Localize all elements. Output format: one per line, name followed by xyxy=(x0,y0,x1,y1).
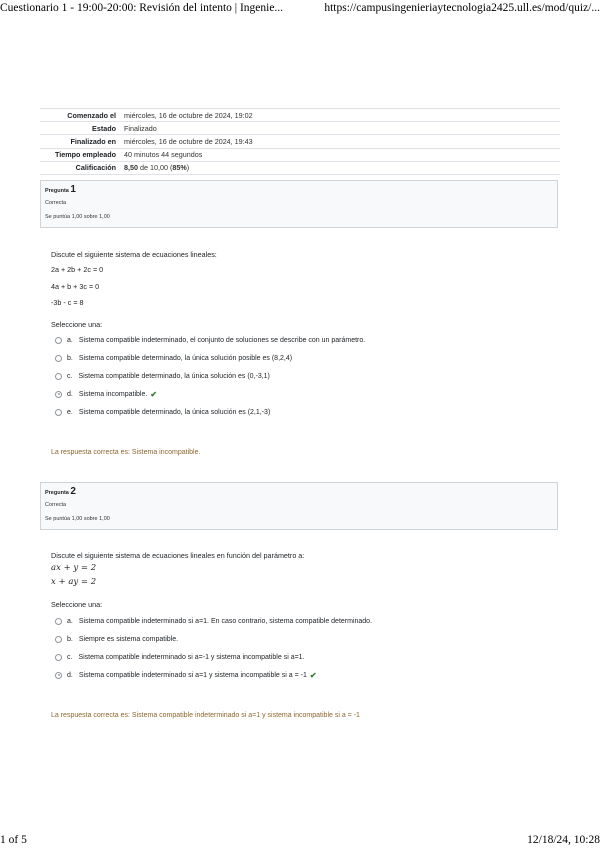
answer-text: Sistema compatible indeterminado si a=1. En caso contrario, sistema compatible determinado. xyxy=(78,617,373,625)
grade-close: ) xyxy=(186,163,190,173)
answer-text: Sistema compatible determinado, la única solución es (2,1,-3) xyxy=(78,408,271,416)
radio-button[interactable] xyxy=(55,618,62,625)
summary-grade-value xyxy=(120,161,560,174)
summary-label: Calificación xyxy=(40,161,120,174)
answer-text: Sistema incompatible. xyxy=(78,390,148,398)
question-text xyxy=(51,250,217,259)
summary-row xyxy=(40,135,560,148)
question-statement: Discute el siguiente sistema de ecuaciones lineales: xyxy=(51,250,217,259)
answer-prompt: Seleccione una: xyxy=(51,320,103,329)
answer-option[interactable] xyxy=(55,669,317,681)
answer-option[interactable] xyxy=(55,370,270,382)
correct-answer-feedback: La respuesta correcta es: Sistema compatible indeterminado si a=1 y sistema incompatible si a = -1 xyxy=(51,712,360,719)
answer-letter: e. xyxy=(67,408,73,416)
question-number-value: 1 xyxy=(70,184,76,195)
answer-letter: d. xyxy=(67,390,73,398)
summary-row xyxy=(40,109,560,122)
question-info-box xyxy=(40,180,558,228)
radio-button-selected[interactable] xyxy=(55,391,62,398)
correct-answer-feedback: La respuesta correcta es: Sistema incompatible. xyxy=(51,449,201,456)
answer-letter: b. xyxy=(67,635,73,643)
answer-letter: a. xyxy=(67,617,73,625)
question-state: Correcta xyxy=(45,200,67,206)
answer-option[interactable] xyxy=(55,633,178,645)
question-number-label: Pregunta xyxy=(45,188,69,194)
check-icon: ✔ xyxy=(150,389,158,399)
equation: 4a + b + 3c = 0 xyxy=(51,282,100,291)
page-counter: 1 of 5 xyxy=(0,834,27,846)
answer-text: Siempre es sistema compatible. xyxy=(78,635,179,643)
question-grade: Se puntúa 1,00 sobre 1,00 xyxy=(45,214,110,220)
summary-value: 40 minutos 44 segundos xyxy=(120,148,560,161)
summary-row xyxy=(40,161,560,174)
answer-option[interactable] xyxy=(55,334,365,346)
summary-value: miércoles, 16 de octubre de 2024, 19:43 xyxy=(120,135,560,148)
radio-button[interactable] xyxy=(55,654,62,661)
radio-button[interactable] xyxy=(55,355,62,362)
print-date: 12/18/24, 10:28 xyxy=(527,834,600,846)
answer-text: Sistema compatible indeterminado si a=-1 y sistema incompatible si a=1. xyxy=(78,653,305,661)
print-footer xyxy=(0,834,600,848)
answer-text: Sistema compatible determinado, la única solución posible es (8,2,4) xyxy=(78,354,293,362)
grade-percent: 85% xyxy=(172,163,187,173)
summary-label: Finalizado en xyxy=(40,135,120,148)
equation: 2a + 2b + 2c = 0 xyxy=(51,265,104,274)
summary-label: Comenzado el xyxy=(40,109,120,122)
answer-text: Sistema compatible determinado, la única solución es (0,-3,1) xyxy=(78,372,270,380)
answer-letter: c. xyxy=(67,372,73,380)
answer-letter: b. xyxy=(67,354,73,362)
radio-button-selected[interactable] xyxy=(55,672,62,679)
summary-row xyxy=(40,148,560,161)
question-number-value: 2 xyxy=(70,486,76,497)
answer-text: Sistema compatible indeterminado, el conjunto de soluciones se describe con un parámetro. xyxy=(78,336,366,344)
radio-button[interactable] xyxy=(55,636,62,643)
answer-prompt: Seleccione una: xyxy=(51,600,103,609)
answer-letter: c. xyxy=(67,653,73,661)
summary-label: Estado xyxy=(40,122,120,135)
radio-button[interactable] xyxy=(55,337,62,344)
question-state: Correcta xyxy=(45,502,67,508)
grade-out-of: de 10,00 ( xyxy=(138,163,173,173)
answer-option[interactable] xyxy=(55,406,270,418)
question-number-label: Pregunta xyxy=(45,490,69,496)
grade-score: 8,50 xyxy=(124,163,138,173)
attempt-summary-table xyxy=(40,108,560,175)
equation: -3b - c = 8 xyxy=(51,298,84,307)
question-text xyxy=(51,551,304,560)
answer-option[interactable] xyxy=(55,651,305,663)
question-number xyxy=(45,185,553,196)
math-equation: ax + y = 2 xyxy=(51,563,97,573)
radio-button[interactable] xyxy=(55,409,62,416)
summary-row xyxy=(40,122,560,135)
summary-value: miércoles, 16 de octubre de 2024, 19:02 xyxy=(120,109,560,122)
answer-option[interactable] xyxy=(55,615,372,627)
question-grade: Se puntúa 1,00 sobre 1,00 xyxy=(45,516,110,522)
summary-value: Finalizado xyxy=(120,122,560,135)
summary-label: Tiempo empleado xyxy=(40,148,120,161)
question-number xyxy=(45,487,553,498)
question-statement: Discute el siguiente sistema de ecuaciones lineales en función del parámetro a: xyxy=(51,551,305,560)
answer-text: Sistema compatible indeterminado si a=1 y sistema incompatible si a = -1 xyxy=(78,671,307,679)
answer-option[interactable] xyxy=(55,388,157,400)
print-title: Cuestionario 1 - 19:00-20:00: Revisión del intento | Ingenie... xyxy=(0,2,284,14)
answer-letter: d. xyxy=(67,671,73,679)
radio-button[interactable] xyxy=(55,373,62,380)
check-icon: ✔ xyxy=(309,670,317,680)
answer-letter: a. xyxy=(67,336,73,344)
print-url: https://campusingenieriaytecnologia2425.ull.es/mod/quiz/... xyxy=(324,2,600,14)
answer-option[interactable] xyxy=(55,352,292,364)
math-equation: x + ay = 2 xyxy=(51,577,97,587)
question-info-box xyxy=(40,482,558,530)
print-header xyxy=(0,2,600,16)
